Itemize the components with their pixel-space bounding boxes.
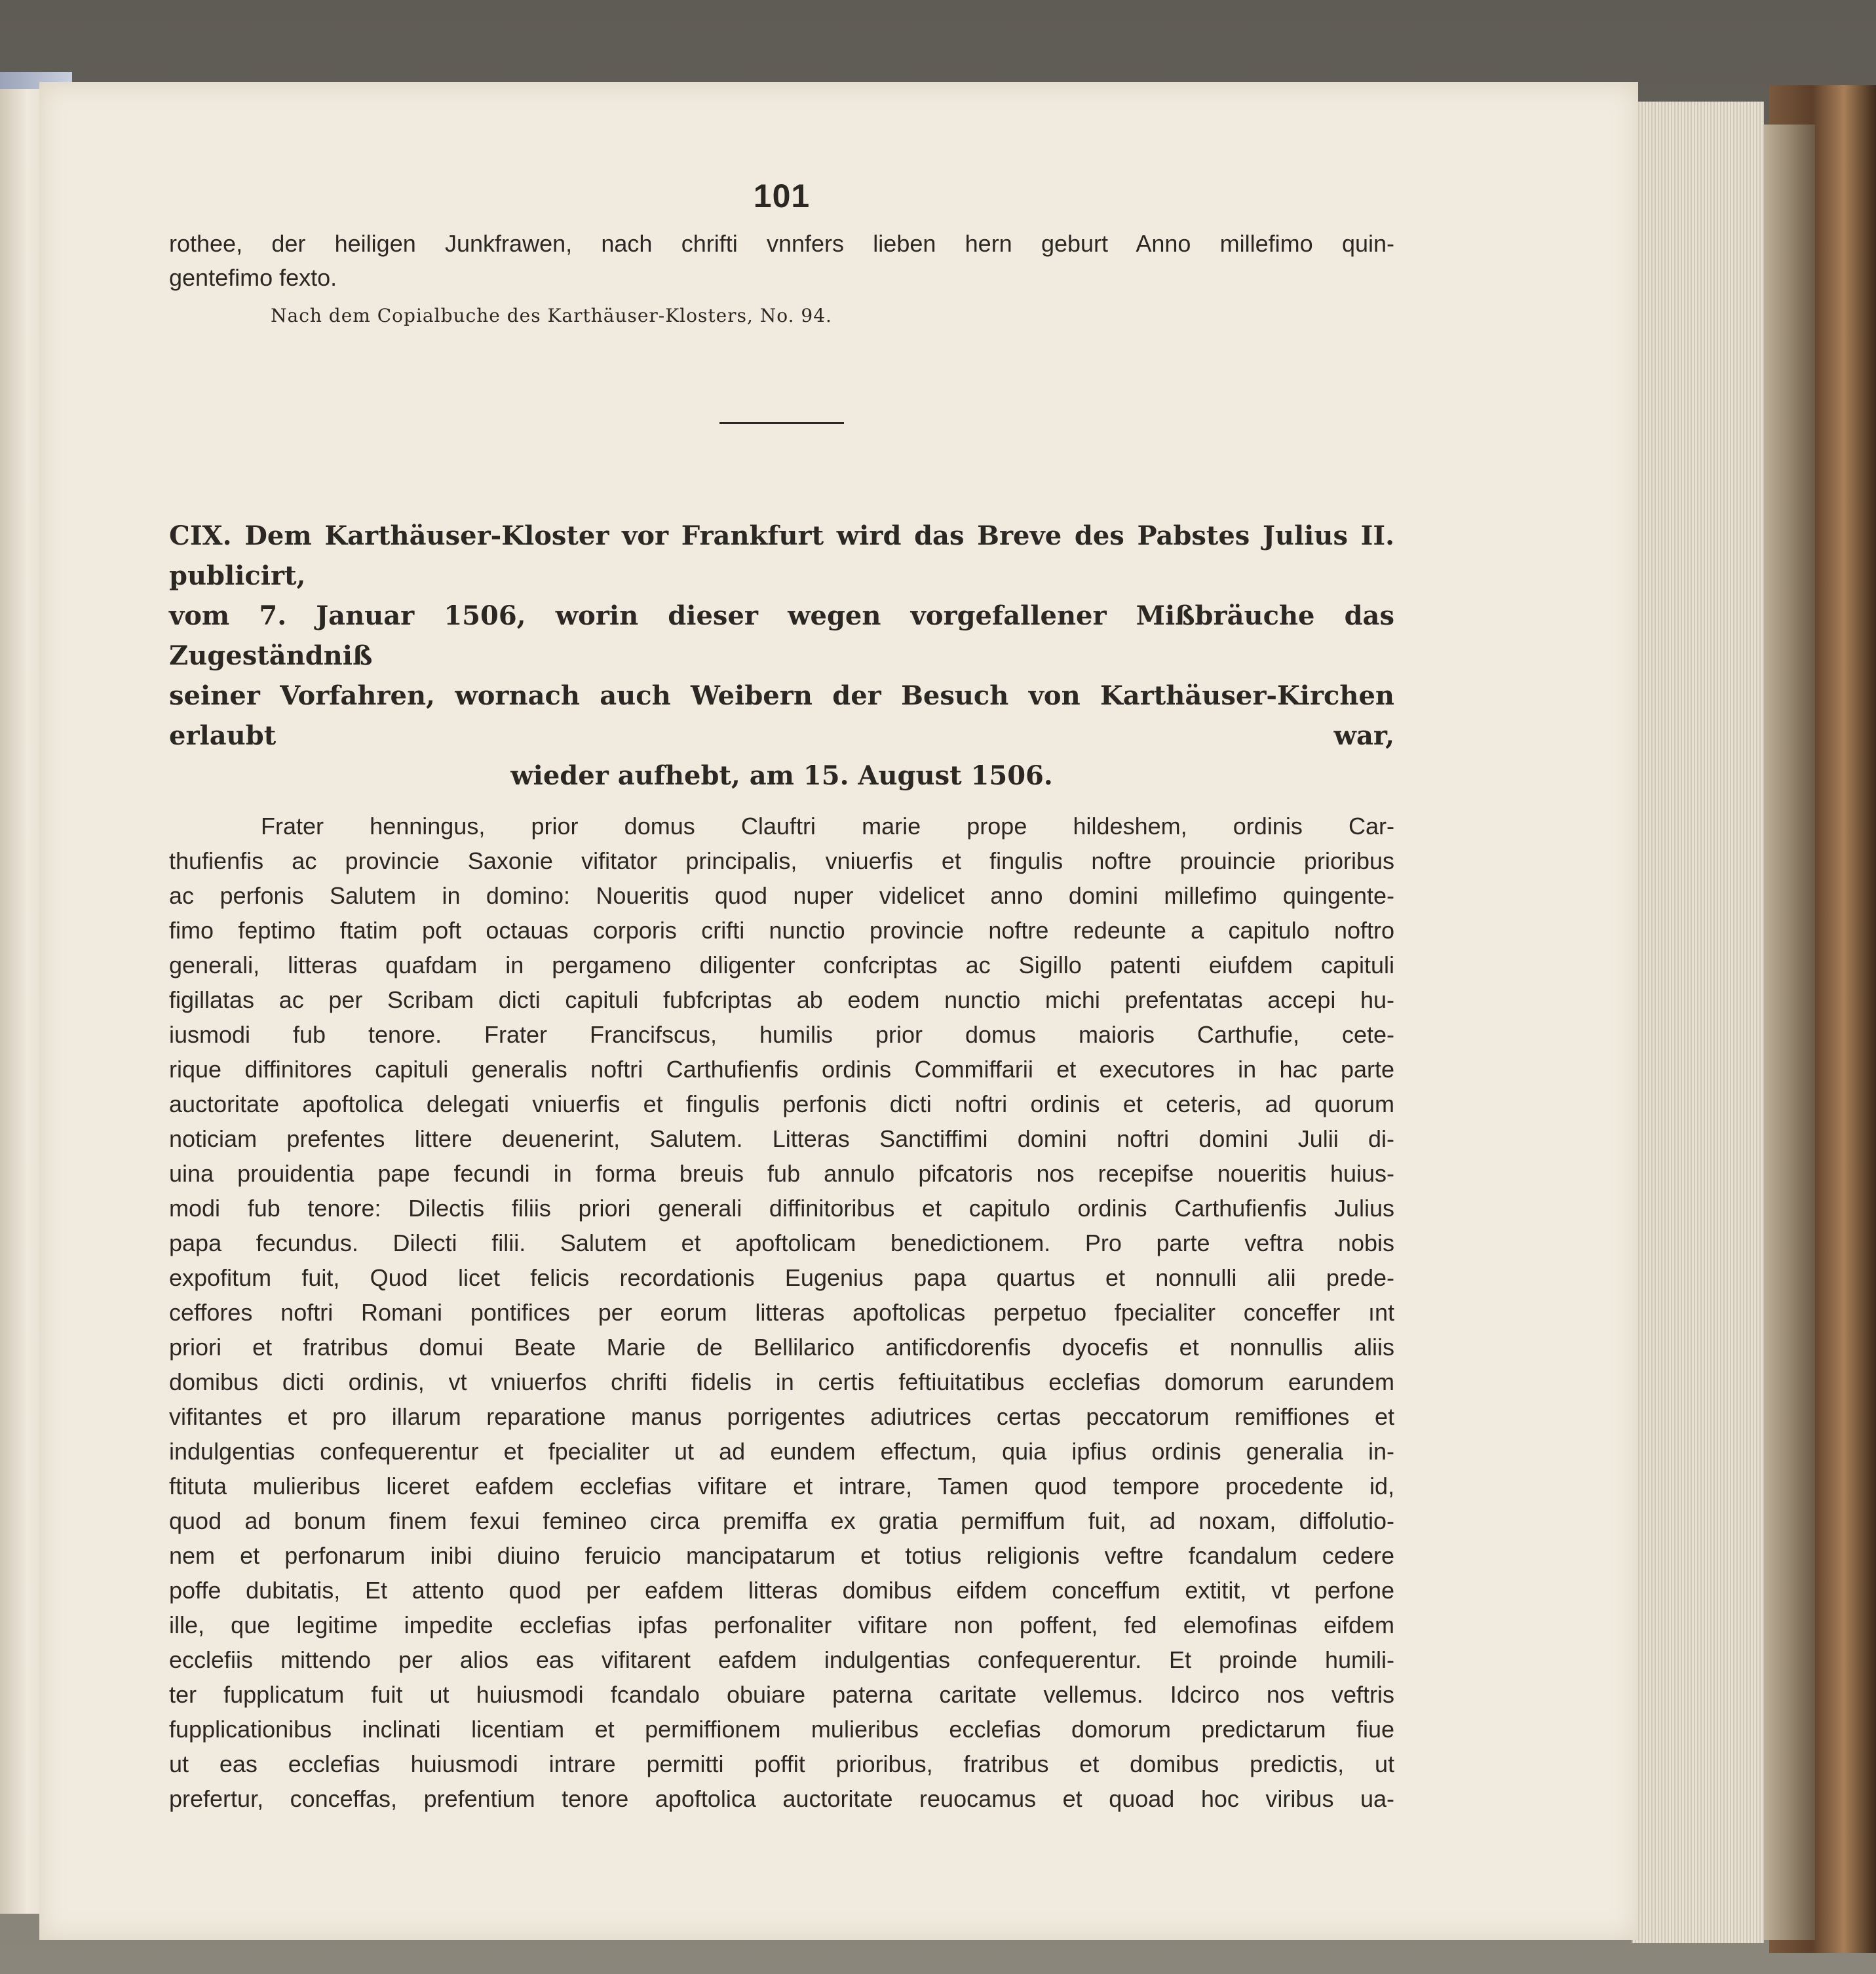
body-line: Frater henningus, prior domus Clauftri marie prope hildeshem, ordinis Car- bbox=[261, 813, 1394, 840]
body-line: ut eas ecclefias huiusmodi intrare permitti poffit prioribus, fratribus et domibus predictis, ut bbox=[169, 1751, 1394, 1777]
body-line: fupplicationibus inclinati licentiam et permiffionem mulieribus ecclefias domorum predictarum fiue bbox=[169, 1716, 1394, 1743]
body-line: ceffores noftri Romani pontifices per eorum litteras apoftolicas perpetuo fpecialiter conceffer ınt bbox=[169, 1299, 1394, 1326]
body-line: uina prouidentia pape fecundi in forma breuis fub annulo pifcatoris nos recepifse noueritis huius- bbox=[169, 1160, 1394, 1187]
body-line: papa fecundus. Dilecti filii. Salutem et apoftolicam benedictionem. Pro parte veftra nobis bbox=[169, 1229, 1394, 1256]
body-line: thufienfis ac provincie Saxonie vifitator principalis, vniuerfis et fingulis noftre prouincie prioribus bbox=[169, 847, 1394, 874]
heading-line: Dem Karthäuser-Kloster vor Frankfurt wird das Breve des Pabstes Julius II. publicirt, bbox=[169, 520, 1394, 591]
page-content bbox=[169, 177, 1394, 1816]
document-body bbox=[169, 809, 1394, 1816]
body-line: iusmodi fub tenore. Frater Francifscus, humilis prior domus maioris Carthufie, cete- bbox=[169, 1021, 1394, 1048]
source-note: Nach dem Copialbuche des Karthäuser-Klosters, No. 94. bbox=[271, 305, 832, 326]
body-line: generali, litteras quafdam in pergameno diligenter confcriptas ac Sigillo patenti eiufdem capituli bbox=[169, 952, 1394, 978]
body-line: expofitum fuit, Quod licet felicis recordationis Eugenius papa quartus et nonnulli alii prede- bbox=[169, 1264, 1394, 1291]
book-spine-strip bbox=[1756, 125, 1815, 1940]
body-line: ac perfonis Salutem in domino: Noueritis quod nuper videlicet anno domini millefimo quingente- bbox=[169, 882, 1394, 909]
body-line: auctoritate apoftolica delegati vniuerfis et fingulis perfonis dicti noftri ordinis et ceteris, ad quorum bbox=[169, 1091, 1394, 1117]
body-line: ter fupplicatum fuit ut huiusmodi fcandalo obuiare paterna caritate vellemus. Idcirco nos veftris bbox=[169, 1681, 1394, 1708]
body-line: rique diffinitores capituli generalis noftri Carthufienfis ordinis Commiffarii et executores in hac parte bbox=[169, 1056, 1394, 1083]
intro-text bbox=[169, 227, 1394, 295]
body-line: nem et perfonarum inibi diuino feruicio mancipatarum et totius religionis veftre fcandalum cedere bbox=[169, 1542, 1394, 1569]
body-line: modi fub tenore: Dilectis filiis priori generali diffinitoribus et capitulo ordinis Carthufienfis Julius bbox=[169, 1195, 1394, 1222]
heading-line: wieder aufhebt, am 15. August 1506. bbox=[510, 760, 1053, 791]
page-stack-edges bbox=[1632, 102, 1764, 1943]
body-line: domibus dicti ordinis, vt vniuerfos chrifti fidelis in certis feftiuitatibus ecclefias domorum earundem bbox=[169, 1368, 1394, 1395]
document-heading bbox=[169, 516, 1394, 796]
heading-line: vom 7. Januar 1506, worin dieser wegen vorgefallener Mißbräuche das Zugeständniß bbox=[169, 600, 1394, 671]
body-line: ille, que legitime impedite ecclefias ipfas perfonaliter vifitare non poffent, fed elemofinas eifdem bbox=[169, 1612, 1394, 1638]
body-line: poffe dubitatis, Et attento quod per eafdem litteras domibus eifdem conceffum extitit, vt perfone bbox=[169, 1577, 1394, 1604]
section-divider bbox=[719, 422, 844, 424]
body-line: priori et fratribus domui Beate Marie de Bellilarico antificdorenfis dyocefis et nonnullis aliis bbox=[169, 1334, 1394, 1361]
document-number: CIX. bbox=[169, 520, 232, 551]
body-line: noticiam prefentes littere deuenerint, Salutem. Litteras Sanctiffimi domini noftri domini Julii di- bbox=[169, 1125, 1394, 1152]
intro-line: gentefimo fexto. bbox=[169, 264, 337, 291]
body-line: prefertur, conceffas, prefentium tenore apoftolica auctoritate reuocamus et quoad hoc viribus ua- bbox=[169, 1785, 1394, 1812]
body-line: ecclefiis mittendo per alios eas vifitarent eafdem indulgentias confequerentur. Et proinde humili- bbox=[169, 1646, 1394, 1673]
body-line: quod ad bonum finem fexui femineo circa premiffa ex gratia permiffum fuit, ad noxam, diffolutio- bbox=[169, 1507, 1394, 1534]
heading-line: seiner Vorfahren, wornach auch Weibern der Besuch von Karthäuser-Kirchen erlaubt war, bbox=[169, 680, 1394, 751]
body-line: ftituta mulieribus liceret eafdem ecclefias vifitare et intrare, Tamen quod tempore procedente id, bbox=[169, 1473, 1394, 1500]
body-line: fimo feptimo ftatim poft octauas corporis crifti nunctio provincie noftre redeunte a capitulo noftro bbox=[169, 917, 1394, 944]
body-line: vifitantes et pro illarum reparatione manus porrigentes adiutrices certas peccatorum remiffiones et bbox=[169, 1403, 1394, 1430]
body-line: indulgentias confequerentur et fpecialiter ut ad eundem effectum, quia ipfius ordinis generalia in- bbox=[169, 1438, 1394, 1465]
page-number: 101 bbox=[753, 178, 811, 214]
intro-line: rothee, der heiligen Junkfrawen, nach chrifti vnnfers lieben hern geburt Anno millefimo quin- bbox=[169, 230, 1394, 257]
body-line: figillatas ac per Scribam dicti capituli fubfcriptas ab eodem nunctio michi prefentatas accepi hu- bbox=[169, 986, 1394, 1013]
